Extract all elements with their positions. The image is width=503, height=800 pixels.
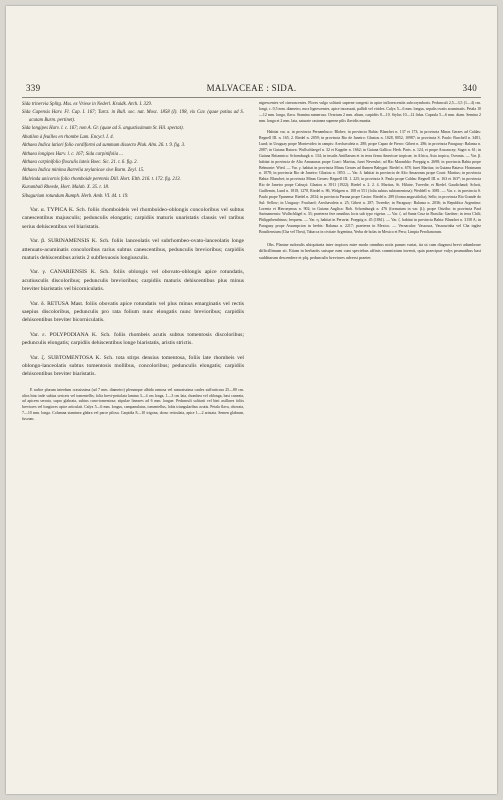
observation-paragraph: Obs. Plantae rudoralis ubiquitaria inter tropicos mire modo omnibus notis parum variat, ita ut cum diagnosi brevi adumbrare difficillimum sit. Etiam in herbariis suisque eam cum speciebus affinis commixtam invenit, quia praecipue valys prumatibus basi sudditarum descendere et plq. pedunculis breviores adversi praeter. <box>259 241 481 260</box>
synonym-citation: Sida Capensis Harv. Fl. Cap. I. 167; Turcz. in Bull. soc. nat. Mosc. 1858 (I). 198, vix Cav. (quae potius ad S. acutam Burm. pertinet). <box>22 110 244 123</box>
page-number-right: 340 <box>462 83 477 93</box>
synonym-citation: Althaea Indica latiori folio cordiformi ad summum dissecto Pluk. Alm. 26. t. 9. fig. 3. <box>22 143 186 149</box>
synonym-citation: Abutilon à feuilles en rhombe Lam. Encycl. I. 4. <box>22 134 114 140</box>
page-number-left: 339 <box>26 83 41 93</box>
book-page <box>6 6 497 794</box>
synonym-citation: Sida trinervia Splitg. Mss. ex Vriese in Nederl. Kruidk. Arch. I. 329. <box>22 102 152 107</box>
right-column <box>259 101 481 773</box>
left-column <box>22 101 244 773</box>
running-header <box>26 83 477 95</box>
synonym-citation: Althaea Indica minima Barrelia zeylanicae sive Burm. Zeyl. 15. <box>22 168 145 174</box>
species-description: E radice plurum interdum crassissima (ad 7 mm. diametro) plerumque albida ramosa vel ramosissima caules suffruticosa 25—80 cm. altos hinc inde subtus sericeis vel tomentellis; folia brevi-petiolata lamina 3—4 cm longa, 1—3 cm lata, rhombea vel oblonga, basi cuneata, ad apicem serrata, supra glabrata, subtus cano-tomentosa; stipulae lineares ad 6 mm. longae. Pedunculi solitarii vel bini axillares foliis breviores vel longiores apice articulati. Calyx 5—6 mm. longus, campanulatus, tomentellus, lobis triangularibus acutis. Petala flava, obovata, 7—10 mm. longa. Columna staminea glabra vel parce pilosa. Carpidia 8—10 trigona, dorso reticulata, apice 1—2 aristata. Semen glabrum, fuscum. <box>22 387 244 421</box>
header-rule <box>22 97 481 98</box>
variety-paragraph: Var. δ. RETUSA Mast. foliis obovatis apice rotundatis vel plus minus emarginatis vel rectis saepius discoloribus, pedunculis pro rata folium nunc elongatis nunc brevioribus; carpidiis dehiscentibus breviter bicorniculatis. <box>22 300 244 324</box>
synonym-citation: Malvinda unicornis folio rhomboide perennis Dill. Hort. Elth. 216. t. 172. fig. 213. <box>22 176 181 182</box>
synonym-citation: Althaea longipes Harv. l. c. 167; Sida carpinifolia ... <box>22 151 123 157</box>
variety-paragraph: Var. γ. CANARIENSIS K. Sch. foliis oblongis vel obovato-oblongis apice rotundatis, acutiusculis discoloribus; pedunculis brevioribus; carpidiis maturis dehiscentibus plus minus breviter biaristatis vel bicorniculatis. <box>22 269 244 293</box>
synonym-citation: Sida longipes Harv. l. c. 167; non A. Gr. (quae ad S. angustissimam St. Hil. spectat). <box>22 126 184 132</box>
variety-paragraph: Var. β. SURINAMENSIS K. Sch. foliis lanceolatis vel subrhombeo-ovato-lanceolatis longe attenuato-acuminatis concoloribus rarius subtus canescentibus, pedunculis brevioribus; carpidiis maturis dehiscentibus aristis 2 subflexuosis longiusculis. <box>22 238 244 262</box>
synonym-citation: Kurumbali Rheede, Hort. Malab. X. 35. t. 18. <box>22 185 110 191</box>
synonym-citation: Sibagurium rotundum Rumph. Herb. Amb. VI. 44. t. 19. <box>22 193 129 199</box>
description-continued: nigrescentes vel cinerascentes. Flores vulgo solitarii superne congesti in apice inflorescentiis subcorymbosis. Pedunculi 2,5—3,5 (1—4) cm. longi, c. 0,5 mm. diametro, mox lignescentes, apice incrassati, pallidi vel virides. Calyx 5—6 mm. longus, sepalis ovatis acuminatis. Petala 10—12 mm. longa, flava. Stamina numerosa. Ovarium 2 mm. altum, carpidiis 8—10. Stylus 10—12 fidus. Capsula 5—6 mm. diam. Semina 2 mm. longa et 2 mm. lata, saturate castanea superne pilis flavidis munita. <box>259 101 481 123</box>
variety-paragraph: Var. ζ. SUBTOMENTOSA K. Sch. tota stirps densius tomentosa, foliis late rhombeis vel oblongo-lanceolatis subtus tomentosis mollibus, concoloribus; pedunculis elongatis; carpidiis dehiscentibus breviter biaristatis. <box>22 354 244 378</box>
variety-paragraph: Var. α. TYPICA K. Sch. foliis rhomboideis vel rhomboideo-oblongis concoloribus vel subtus canescentibus majusculis; pedunculis elongatis; carpidiis maturis unaristatis clausis vel raribus serius dehiscentibus vel biaristatis. <box>22 207 244 230</box>
habitat-paragraph: Habitat var. α. in provincia Pernambuco: Blober; in provincia Bahia: Blanchet n. 137 et 173; in provincia Minas Geraes ad Caldas: Regnell III. n. 165, 2. Riedel n. 2059; in provincia Rio de Janeiro: Glaziou n. 1028, 8052, 10987; in provincia S. Paulo: Burchell n. 3481, Lund; in Uruguay prope Montevideo in campis: Arechavaleta n. 280; prope Capao de Fierro: Gibert n. 286; in provincia Paraguay: Balansa n. 2087; in Guiana Batava: Wullschlaegel n. 32 et Kappler n. 1662; in Guiana Gallica: Herb. Paris. n. 124, et prope Aracaucay; Sagot n. 61; in Guiana Britannica: Schomburgk n. 134; in insulis Antillarum et in terra firma Americae tropicae; in Africa, Asia tropica, Oceania. — Var. β. habitat in provincia de Alto Amazonas prope Coari: Martius, furet Neveuhri; ad Rio Maranhão: Poeppig n. 2698; in provincia Bahia prope Belmonte: Wied. — Var. γ. habitat in provincia Minas Geraes ad flumen Bahygni: Riedel n. 678; furet Martius; in Guiana Batava: Hostmann n. 1078; in provincia Rio de Janeiro: Glaziou n. 1853. — Var. δ. habitat in provincia de Alto Amazonas prope Coari: Martius; in provincia Bahia: Blanchet; in provincia Minas Geraes: Regnell III. 1. 225; in provincia S. Paulo prope Caldas: Regnell III. n. 163 et 163*; in provincia Rio de Janeiro prope Cabuçú: Glaziou n. 3911 (1922); Riedel n. 2. 2. 4. Martius, St. Hilaire, Tweedie, et Riedel. Gaudichaud; Schott, Guillemin, Lund n. 1818, 1278, Riedel n. 86, Widgren n. 108 et 551 (folia subtus subtomentosa); Weddell n. 3081. — Var. ε. in provincia S. Paulo prope Ypanema: Riedel n. 2034; in provincia Parana prope Castro: Riedel n. 289 (forma angustifolia); Sello; in provincia Rio Grande do Sul: Sellow; in Uruguay: Fruchard; Arechavaleta n. 25; Gibert n. 287; Tweedie; in Paraguay: Balansa n. 2036; in Republica Argentina: Lorentz et Hieronymus n. 902; in Guiana Anglica: Rob. Schomburgk n. 476 (formatum in var. β.); prope Oriziba: in provincia Pará Surinamensis: Wullschlägel n. 33; praeterea fere omnibus locis sub typo vigetur. — Var. ζ. ad Santa Cruz in Brasilia: Gardner; in terra Chili; Philippibenthinus; frequens. — Var. η. habitat in Peruvia: Poeppig n. 45 (1861). — Var. ζ. habitat in provincia Bahia: Blanchet n. 3158 A; in Paraguay prope Assumpcion in herbis: Balansa n. 2217; praeterea in Mexico. — Vernacular: Vassoura, Vassourinha vel Cha inglez Brasiliensium (Cha vel Thea), Tabacca in civitate Argentina, Yerba de bolas in Mexico et Peru; Limpia Perolianorum. <box>259 130 481 235</box>
variety-paragraph: Var. ε. POLYPODIANA K. Sch. foliis rhombeis acutis subtus tomentosis discoloribus; pedunculis elongatis; carpidiis dehiscentibus longe biaristatis, aristis strictis. <box>22 331 244 347</box>
running-title: MALVACEAE : SIDA. <box>206 83 297 93</box>
synonym-citation: Althaea carpinifolio flosculis luteis Boec. Sic. 21. t. 6. fig. 2. <box>22 159 138 165</box>
